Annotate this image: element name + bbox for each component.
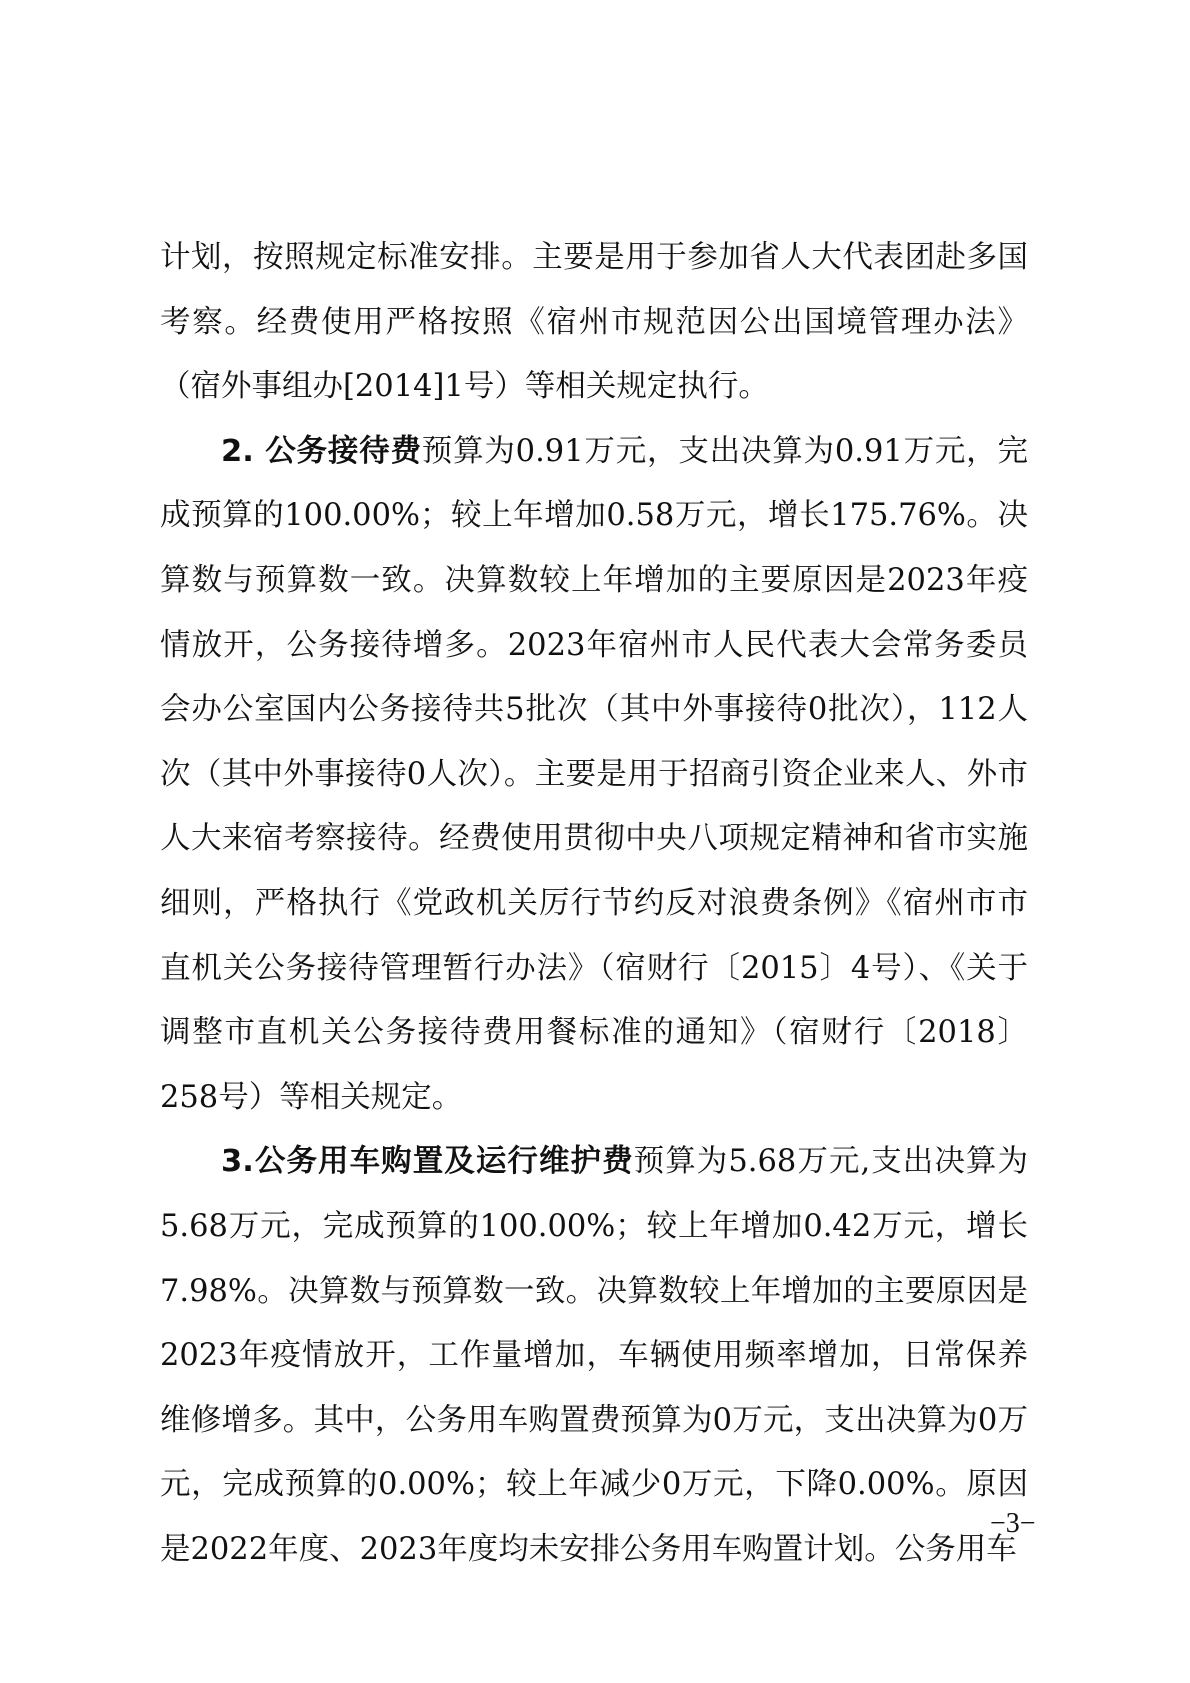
page-number: −3−: [990, 1508, 1036, 1539]
body-text: [160, 226, 1028, 1582]
paragraph-3: [160, 1130, 1028, 1582]
heading-reception-fee: 2. 公务接待费: [221, 433, 422, 469]
paragraph-2: [160, 420, 1028, 1131]
paragraph-3-text: 预算为5.68万元,支出决算为5.68万元，完成预算的100.00%；较上年增加0.42万元，增长7.98%。决算数与预算数一致。决算数较上年增加的主要原因是2023年疫情放开，工作量增加，车辆使用频率增加，日常保养维修增多。其中，公务用车购置费预算为0万元，支出决算为0万元，完成预算的0.00%；较上年减少0万元，下降0.00%。原因是2022年度、2023年度均未安排公务用车购置计划。公务用车: [160, 1144, 1028, 1567]
paragraph-2-text: 预算为0.91万元，支出决算为0.91万元，完成预算的100.00%；较上年增加0.58万元，增长175.76%。决算数与预算数一致。决算数较上年增加的主要原因是2023年疫情放开，公务接待增多。2023年宿州市人民代表大会常务委员会办公室国内公务接待共5批次（其中外事接待0批次），112人次（其中外事接待0人次）。主要是用于招商引资企业来人、外市人大来宿考察接待。经费使用贯彻中央八项规定精神和省市实施细则，严格执行《党政机关厉行节约反对浪费条例》《宿州市市直机关公务接待管理暂行办法》（宿财行〔2015〕4号）、《关于调整市直机关公务接待费用餐标准的通知》（宿财行〔2018〕258号）等相关规定。: [160, 433, 1028, 1115]
heading-vehicle-fee: 3.公务用车购置及运行维护费: [221, 1144, 634, 1180]
paragraph-1-text: 计划，按照规定标准安排。主要是用于参加省人大代表团赴多国考察。经费使用严格按照《宿州市规范因公出国境管理办法》（宿外事组办[2014]1号）等相关规定执行。: [160, 240, 1028, 405]
paragraph-1: [160, 226, 1028, 420]
